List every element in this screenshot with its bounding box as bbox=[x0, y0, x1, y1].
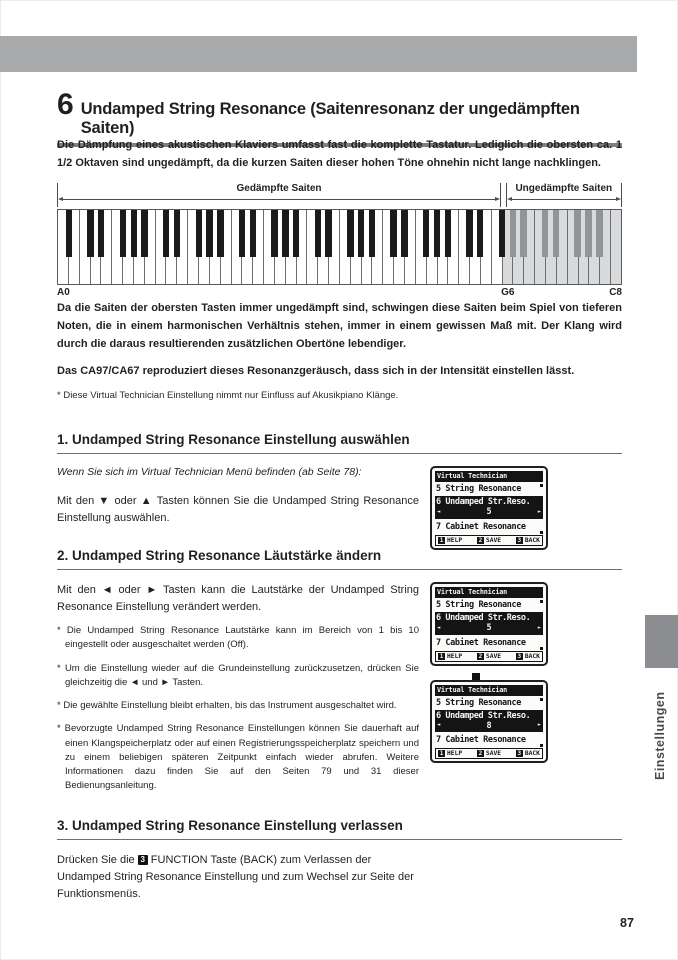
lcd-screen-after bbox=[430, 680, 548, 764]
piano-black-key bbox=[369, 210, 375, 257]
lcd-fn-save bbox=[477, 653, 501, 660]
fn1-label: HELP bbox=[447, 536, 463, 544]
piano-black-key bbox=[477, 210, 483, 257]
fn2-label: SAVE bbox=[485, 536, 502, 544]
section-2 bbox=[57, 548, 622, 794]
left-arrow-icon: ◄ bbox=[437, 722, 441, 728]
body-footnote: * Diese Virtual Technician Einstellung nimmt nur Einfluss auf Akusikpiano Klänge. bbox=[57, 390, 399, 401]
keyboard-diagram bbox=[57, 183, 622, 301]
lcd-selected-label: 6 Undamped Str.Reso. bbox=[436, 497, 531, 507]
section-3 bbox=[57, 818, 622, 903]
piano-black-key bbox=[163, 210, 169, 257]
lcd-fn-save bbox=[477, 537, 501, 544]
fn2-key-icon: 2 bbox=[478, 652, 483, 660]
fn3-key-icon: 3 bbox=[517, 536, 522, 544]
lcd-row-cabinet-resonance: 7 Cabinet Resonance bbox=[436, 735, 526, 745]
lcd-selected-item bbox=[435, 496, 543, 519]
fn3-label: BACK bbox=[524, 536, 540, 544]
piano-black-key bbox=[196, 210, 202, 257]
section-2-bullet: * Bevorzugte Undamped String Resonance Einstellungen können Sie dauerhaft auf einen Klangspeicherplatz oder auf einen Registrierungsspeicherplatz speichern und zu einem beliebigen späteren Zeitpunkt einfach wieder abrufen. Weitere Informationen dazu finden Sie auf den Seiten 79 und 31 dieser Bedienungsanleitung. bbox=[57, 723, 419, 792]
piano-black-key bbox=[347, 210, 353, 257]
lcd-function-bar bbox=[435, 651, 543, 662]
fn1-key-icon: 1 bbox=[439, 536, 444, 544]
piano-black-key bbox=[174, 210, 180, 257]
section-3-text bbox=[57, 852, 422, 903]
damped-range-arrow bbox=[60, 199, 498, 200]
piano-black-key bbox=[131, 210, 137, 257]
piano-black-key bbox=[423, 210, 429, 257]
fn2-key-icon: 2 bbox=[478, 750, 483, 757]
fn1-key-icon: 1 bbox=[439, 750, 444, 757]
body-paragraph-2: Das CA97/CA67 reproduziert dieses Resonanzgeräusch, dass sich in der Intensität einstellen lässt. bbox=[57, 365, 575, 377]
section-3-text-before: Drücken Sie die bbox=[57, 854, 135, 866]
keyboard-note-labels bbox=[57, 287, 622, 301]
header-bar bbox=[0, 36, 637, 72]
lcd-scroll-indicator-bottom bbox=[540, 647, 543, 650]
fn1-label: HELP bbox=[447, 652, 463, 660]
fn2-key-icon: 2 bbox=[478, 536, 483, 544]
section-2-bullet: * Die Undamped String Resonance Lautstärke kann im Bereich von 1 bis 10 eingestellt oder ausgeschaltet werden (Off). bbox=[57, 625, 419, 651]
piano-black-key bbox=[553, 210, 559, 257]
chapter-number: 6 bbox=[57, 88, 74, 121]
piano-black-key bbox=[315, 210, 321, 257]
section-2-bullet: * Die gewählte Einstellung bleibt erhalten, bis das Instrument ausgeschaltet wird. bbox=[57, 700, 397, 711]
piano-black-key bbox=[250, 210, 256, 257]
section-3-text-after: FUNCTION Taste (BACK) zum Verlassen der Undamped String Resonance Einstellung und zum Wechsel zur Seite der Funktionsmenüs. bbox=[57, 854, 414, 901]
piano-black-key bbox=[239, 210, 245, 257]
lcd-selected-label: 6 Undamped Str.Reso. bbox=[436, 613, 531, 623]
note-label-a0: A0 bbox=[57, 287, 70, 298]
lcd-menu-title: Virtual Technician bbox=[435, 587, 543, 598]
lcd-menu-title: Virtual Technician bbox=[435, 471, 543, 482]
piano-black-key bbox=[141, 210, 147, 257]
damped-strings-label: Gedämpfte Saiten bbox=[236, 183, 322, 194]
fn3-key-icon: 3 bbox=[517, 652, 522, 660]
lcd-row-string-resonance: 5 String Resonance bbox=[436, 600, 521, 610]
lcd-fn-help bbox=[438, 653, 462, 660]
lcd-row-cabinet-resonance: 7 Cabinet Resonance bbox=[436, 521, 526, 532]
piano-black-key bbox=[596, 210, 602, 257]
piano-black-key bbox=[390, 210, 396, 257]
lcd-scroll-indicator-bottom bbox=[540, 531, 543, 534]
piano-black-key bbox=[282, 210, 288, 257]
piano-keyboard bbox=[57, 209, 622, 285]
piano-black-key bbox=[574, 210, 580, 257]
chapter-intro: Die Dämpfung eines akustischen Klaviers umfasst fast die komplette Tastatur. Lediglich die obersten ca. 1 1/2 Oktaven sind ungedämpft, da die kurzen Saiten dieser hohen Töne ohnehin nicht lange nachklingen. bbox=[57, 139, 622, 169]
piano-black-key bbox=[542, 210, 548, 257]
section-3-heading: 3. Undamped String Resonance Einstellung verlassen bbox=[57, 818, 622, 840]
note-label-g6: G6 bbox=[501, 287, 515, 298]
piano-black-key bbox=[499, 210, 505, 257]
undamped-range-arrow bbox=[509, 199, 619, 200]
lcd-fn-back bbox=[516, 750, 540, 757]
lcd-fn-back bbox=[516, 653, 540, 660]
piano-black-key bbox=[120, 210, 126, 257]
piano-black-key bbox=[585, 210, 591, 257]
lcd-function-bar bbox=[435, 748, 543, 759]
lcd-menu-title: Virtual Technician bbox=[435, 685, 543, 696]
piano-black-key bbox=[87, 210, 93, 257]
section-1 bbox=[57, 432, 622, 550]
piano-black-key bbox=[98, 210, 104, 257]
section-2-text: Mit den ◄ oder ► Tasten kann die Lautstärke der Undamped String Resonance Einstellung verändert werden. bbox=[57, 584, 419, 613]
lcd-value: 5 bbox=[486, 623, 492, 633]
lcd-selected-label: 6 Undamped Str.Reso. bbox=[436, 710, 531, 721]
lcd-fn-help bbox=[438, 750, 462, 757]
piano-black-key bbox=[217, 210, 223, 257]
lcd-value: 8 bbox=[486, 720, 492, 731]
lcd-scroll-indicator-bottom bbox=[540, 744, 543, 747]
lcd-value: 5 bbox=[486, 507, 492, 517]
piano-black-key bbox=[358, 210, 364, 257]
lcd-screen-before bbox=[430, 582, 548, 666]
lcd-fn-help bbox=[438, 537, 462, 544]
keyboard-brackets bbox=[57, 183, 622, 209]
lcd-row-cabinet-resonance: 7 Cabinet Resonance bbox=[436, 637, 526, 648]
lcd-selected-item bbox=[435, 612, 543, 635]
undamped-range-bracket bbox=[506, 183, 622, 207]
piano-black-key bbox=[206, 210, 212, 257]
left-arrow-icon: ◄ bbox=[437, 624, 441, 631]
right-arrow-icon: ► bbox=[537, 508, 541, 515]
left-arrow-icon: ◄ bbox=[437, 508, 441, 515]
function-key-3-icon: 3 bbox=[138, 855, 148, 865]
section-2-heading: 2. Undamped String Resonance Läutstärke ändern bbox=[57, 548, 622, 570]
note-label-c8: C8 bbox=[609, 287, 622, 298]
right-arrow-icon: ► bbox=[537, 624, 541, 631]
lcd-fn-back bbox=[516, 537, 540, 544]
lcd-screen-select bbox=[430, 466, 548, 550]
body-paragraph-1: Da die Saiten der obersten Tasten immer ungedämpft sind, schwingen diese Saiten beim Spiel von tieferen Noten, die in einem harmonischen Verhältnis stehen, immer in einem gewissen Maß mit. Der Klang wird durch die daraus resultierenden zusätzlichen Obertöne lebendiger. bbox=[57, 302, 622, 350]
right-arrow-icon: ► bbox=[537, 722, 541, 728]
piano-black-key bbox=[325, 210, 331, 257]
section-2-bullet: * Um die Einstellung wieder auf die Grundeinstellung zurückzusetzen, drücken Sie gleichzeitig die ◄ und ► Tasten. bbox=[57, 662, 419, 688]
chapter-title: Undamped String Resonance (Saitenresonanz der ungedämpften Saiten) bbox=[80, 100, 580, 137]
fn2-label: SAVE bbox=[485, 750, 502, 757]
piano-black-key bbox=[520, 210, 526, 257]
sidebar-section-label: Einstellungen bbox=[653, 691, 667, 781]
piano-black-key bbox=[510, 210, 516, 257]
lcd-function-bar bbox=[435, 535, 543, 546]
piano-white-key bbox=[611, 210, 621, 284]
damped-range-bracket bbox=[57, 183, 501, 207]
sidebar-tab bbox=[645, 615, 678, 668]
lcd-scroll-indicator-top bbox=[540, 600, 543, 603]
lcd-selected-item bbox=[435, 710, 543, 733]
page-number: 87 bbox=[620, 916, 634, 930]
fn3-label: BACK bbox=[524, 750, 540, 757]
lcd-fn-save bbox=[477, 750, 501, 757]
piano-black-key bbox=[271, 210, 277, 257]
undamped-strings-label: Ungedämpfte Saiten bbox=[515, 183, 613, 194]
piano-black-key bbox=[466, 210, 472, 257]
fn3-label: BACK bbox=[524, 652, 540, 660]
lcd-scroll-indicator-top bbox=[540, 484, 543, 487]
lcd-scroll-indicator-top bbox=[540, 698, 543, 701]
fn1-key-icon: 1 bbox=[439, 652, 444, 660]
piano-black-key bbox=[401, 210, 407, 257]
lcd-row-string-resonance: 5 String Resonance bbox=[436, 697, 521, 708]
piano-black-key bbox=[66, 210, 72, 257]
lcd-row-string-resonance: 5 String Resonance bbox=[436, 484, 521, 494]
section-1-heading: 1. Undamped String Resonance Einstellung auswählen bbox=[57, 432, 622, 454]
section-1-text: Mit den ▼ oder ▲ Tasten können Sie die Undamped String Resonance Einstellung auswählen. bbox=[57, 495, 419, 524]
piano-black-key bbox=[293, 210, 299, 257]
section-1-context: Wenn Sie sich im Virtual Technician Menü befinden (ab Seite 78): bbox=[57, 466, 362, 478]
piano-black-key bbox=[445, 210, 451, 257]
fn2-label: SAVE bbox=[485, 652, 502, 660]
fn3-key-icon: 3 bbox=[517, 750, 522, 757]
fn1-label: HELP bbox=[447, 750, 463, 757]
piano-black-key bbox=[434, 210, 440, 257]
